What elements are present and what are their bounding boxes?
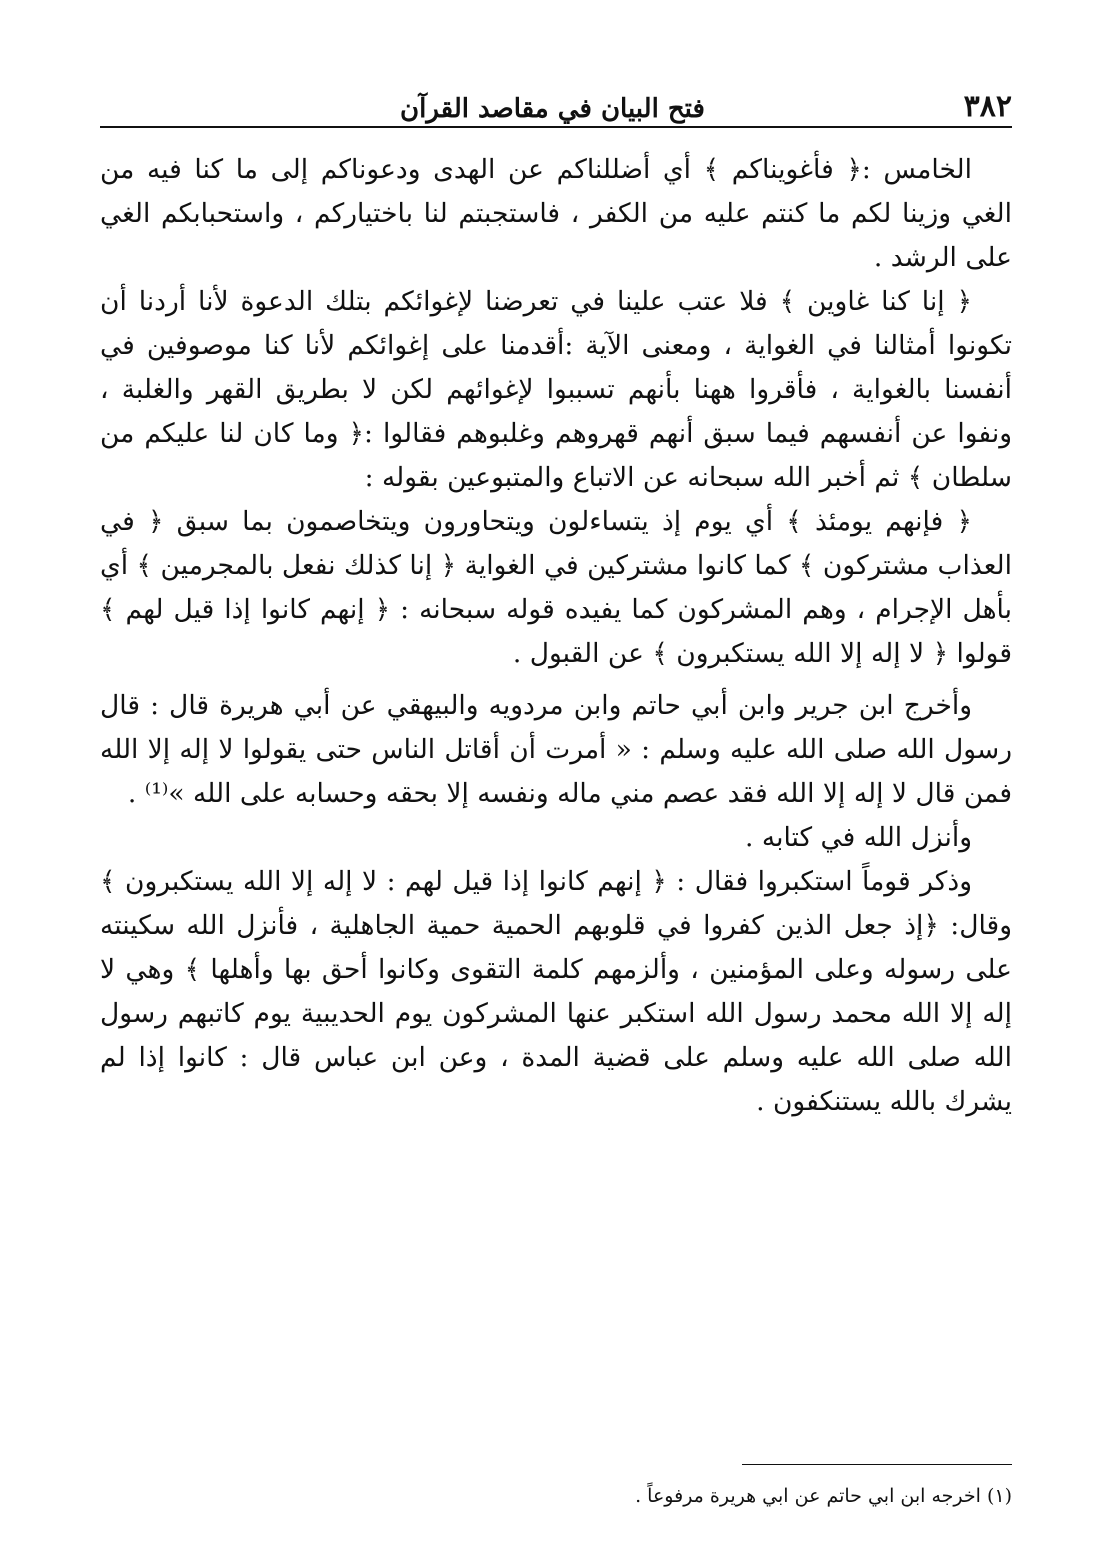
footnote-divider — [742, 1464, 1012, 1465]
paragraph-3: ﴿ فإنهم يومئذ ﴾ أي يوم إذ يتساءلون ويتحاورون ويتخاصمون بما سبق ﴿ في العذاب مشتركون ﴾ كما كانوا مشتركين في الغواية ﴿ إنا كذلك نفعل بالمجرمين ﴾ أي بأهل الإجرام ، وهم المشركون كما يفيده قوله سبحانه : ﴿ إنهم كانوا إذا قيل لهم ﴾ قولوا ﴿ لا إله إلا الله يستكبرون ﴾ عن القبول . — [100, 506, 1012, 669]
paragraph-4: وأخرج ابن جرير وابن أبي حاتم وابن مردويه والبيهقي عن أبي هريرة قال : قال رسول الله صلى الله عليه وسلم : « أمرت أن أقاتل الناس حتى يقولوا لا إله إلا الله فمن قال لا إله إلا الله فقد عصم مني ماله ونفسه إلا بحقه وحسابه على الله »⁽¹⁾ . — [100, 690, 1012, 809]
paragraph-6: وذكر قوماً استكبروا فقال : ﴿ إنهم كانوا إذا قيل لهم : لا إله إلا الله يستكبرون ﴾ وقال: ﴿إذ جعل الذين كفروا في قلوبهم الحمية حمية الجاهلية ، فأنزل الله سكينته على رسوله وعلى المؤمنين ، وألزمهم كلمة التقوى وكانوا أحق بها وأهلها ﴾ وهي لا إله إلا الله محمد رسول الله استكبر عنها المشركون يوم الحديبية يوم كاتبهم رسول الله صلى الله عليه وسلم على قضية المدة ، وعن ابن عباس قال : كانوا إذا لم يشرك بالله يستنكفون . — [100, 866, 1012, 1117]
page-header — [100, 70, 1012, 128]
paragraph-1: الخامس :﴿ فأغويناكم ﴾ أي أضللناكم عن الهدى ودعوناكم إلى ما كنا فيه من الغي وزينا لكم ما كنتم عليه من الكفر ، فاستجبتم لنا باختياركم ، واستحبابكم الغي على الرشد . — [100, 154, 1012, 273]
page-body — [100, 148, 1012, 1124]
book-page — [100, 70, 1012, 1520]
page-number: ٣٨٢ — [963, 89, 1012, 124]
paragraph-5: وأنزل الله في كتابه . — [745, 822, 972, 853]
paragraph-2: ﴿ إنا كنا غاوين ﴾ فلا عتب علينا في تعرضنا لإغوائكم بتلك الدعوة لأنا أردنا أن تكونوا أمثالنا في الغواية ، ومعنى الآية :أقدمنا على إغوائكم لأنا كنا موصوفين في أنفسنا بالغواية ، فأقروا ههنا بأنهم تسببوا لإغوائهم لكن لا بطريق القهر والغلبة ، ونفوا عن أنفسهم فيما سبق أنهم قهروهم وغلبوهم فقالوا :﴿ وما كان لنا عليكم من سلطان ﴾ ثم أخبر الله سبحانه عن الاتباع والمتبوعين بقوله : — [100, 286, 1012, 493]
footnote: (١) اخرجه ابن ابي حاتم عن ابي هريرة مرفوعاً . — [635, 1485, 1012, 1507]
running-title: فتح البيان في مقاصد القرآن — [400, 94, 705, 124]
